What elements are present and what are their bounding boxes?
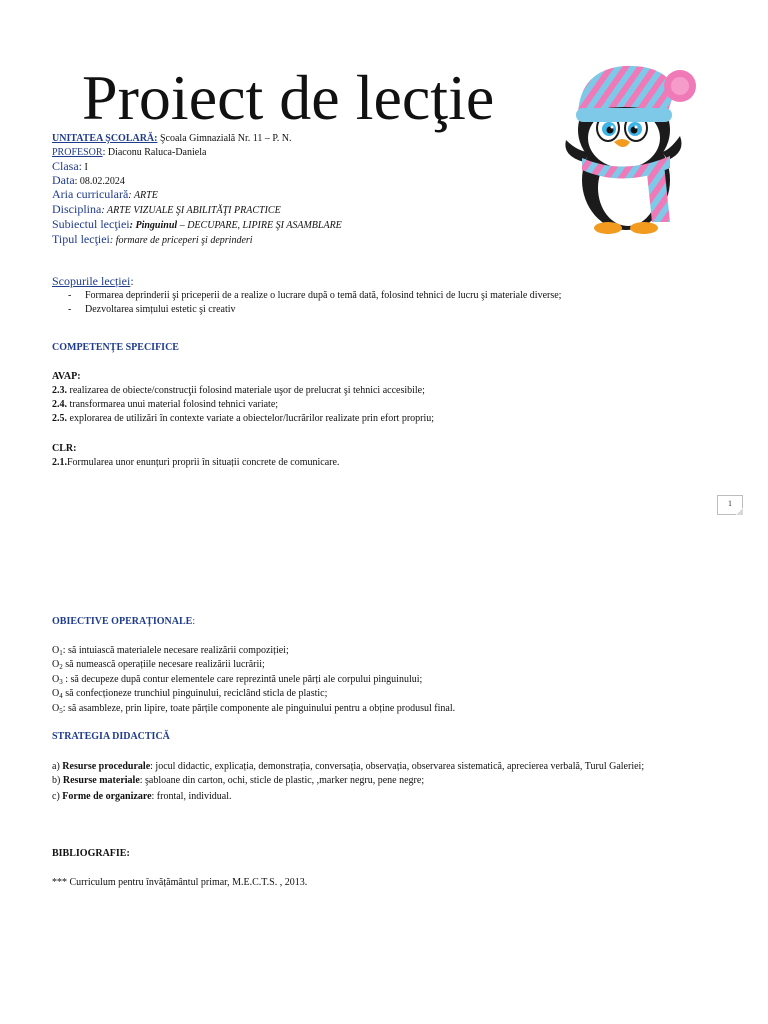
date-row bbox=[52, 173, 125, 188]
objective-sub: 3 bbox=[59, 678, 63, 686]
subject-value-rest: – DECUPARE, LIPIRE ŞI ASAMBLARE bbox=[177, 220, 342, 231]
goal-dash: - bbox=[68, 290, 72, 301]
objective-code: O bbox=[52, 688, 60, 699]
avap-label: AVAP: bbox=[52, 371, 81, 382]
goals-colon: : bbox=[130, 274, 134, 288]
objective-sub: 4 bbox=[59, 692, 63, 700]
competence-text: transformarea unui material folosind tehnici variate; bbox=[67, 399, 279, 410]
competence-text: explorarea de utilizări în contexte variate a obiectelor/lucrărilor realizate prin efort propriu; bbox=[67, 413, 435, 424]
competence-text: Formularea unor enunțuri proprii în situații concrete de comunicare. bbox=[67, 457, 340, 468]
objective-code: O bbox=[52, 659, 60, 670]
discipline-label: Disciplina bbox=[52, 202, 102, 216]
class-value: I bbox=[82, 162, 88, 173]
area-row bbox=[52, 187, 158, 202]
strategy-text: : jocul didactic, explicația, demonstrația, conversația, observația, observarea sistematică, aprecierea verbală, Turul Galeriei; bbox=[150, 761, 645, 772]
objective-item bbox=[52, 658, 265, 674]
competence-item bbox=[52, 412, 434, 425]
objective-sub: 5 bbox=[59, 707, 63, 715]
type-row bbox=[52, 232, 253, 247]
page-title: Proiect de lecţie bbox=[82, 62, 495, 133]
strategy-prefix: a) bbox=[52, 761, 63, 772]
date-label: Data bbox=[52, 173, 75, 187]
bibliography-heading: BIBLIOGRAFIE: bbox=[52, 848, 130, 859]
teacher-row bbox=[52, 146, 206, 159]
competence-number: 2.3. bbox=[52, 385, 67, 396]
objective-sub: 1 bbox=[59, 649, 63, 657]
clr-label: CLR: bbox=[52, 443, 77, 454]
strategy-text: : frontal, individual. bbox=[151, 791, 232, 802]
class-row bbox=[52, 159, 88, 174]
competence-number: 2.5. bbox=[52, 413, 67, 424]
subject-label: Subiectul lecţiei bbox=[52, 217, 130, 231]
objective-text: să confecționeze trunchiul pinguinului, reciclând sticla de plastic; bbox=[62, 688, 328, 699]
teacher-label: PROFESOR bbox=[52, 147, 103, 158]
school-label: UNITATEA ŞCOLARĂ: bbox=[52, 133, 158, 144]
bibliography-item: *** Curriculum pentru învățământul primar, M.E.C.T.S. , 2013. bbox=[52, 877, 308, 888]
strategy-label: Resurse materiale bbox=[62, 775, 140, 786]
competences-heading: COMPETENȚE SPECIFICE bbox=[52, 342, 179, 353]
strategy-item bbox=[52, 790, 232, 803]
objectives-colon: : bbox=[192, 616, 196, 627]
objective-code: O bbox=[52, 703, 60, 714]
strategy-prefix: b) bbox=[52, 775, 63, 786]
subject-row bbox=[52, 217, 342, 232]
objective-item bbox=[52, 702, 455, 718]
objective-text: : să asambleze, prin lipire, toate părțile componente ale pinguinului pentru a obține produsul final. bbox=[62, 703, 456, 714]
area-label: Aria curriculară bbox=[52, 187, 129, 201]
objectives-heading: OBIECTIVE OPERAȚIONALE bbox=[52, 616, 193, 627]
type-value: : formare de priceperi şi deprinderi bbox=[109, 235, 253, 246]
competence-item bbox=[52, 398, 278, 411]
goal-item: Dezvoltarea simțului estetic şi creativ bbox=[85, 304, 236, 315]
goals-heading-row bbox=[52, 274, 134, 288]
penguin-illustration bbox=[552, 52, 712, 236]
school-value: Şcoala Gimnazială Nr. 11 – P. N. bbox=[157, 133, 292, 144]
strategy-item bbox=[52, 774, 424, 787]
objective-text: : să intuiască materialele necesare realizării compoziției; bbox=[62, 645, 289, 656]
type-label: Tipul lecţiei bbox=[52, 232, 110, 246]
date-value: : 08.02.2024 bbox=[74, 176, 125, 187]
discipline-row bbox=[52, 202, 281, 217]
objective-text: să numească operațiile necesare realizării lucrării; bbox=[62, 659, 265, 670]
competence-item bbox=[52, 456, 339, 469]
objectives-heading-row bbox=[52, 615, 195, 628]
goal-item: Formarea deprinderii şi priceperii de a realize o lucrare după o temă dată, folosind tehnici de lucru şi materiale diverse; bbox=[85, 290, 562, 301]
teacher-value: : Diaconu Raluca-Daniela bbox=[102, 147, 207, 158]
strategy-text: : şabloane din carton, ochi, sticle de plastic, ,marker negru, pene negre; bbox=[139, 775, 425, 786]
school-row bbox=[52, 132, 292, 145]
strategy-heading: STRATEGIA DIDACTICĂ bbox=[52, 731, 170, 742]
discipline-value: : ARTE VIZUALE ŞI ABILITĂŢI PRACTICE bbox=[101, 205, 281, 216]
area-value: : ARTE bbox=[128, 190, 158, 201]
subject-value-bold: : Pinguinul bbox=[129, 220, 178, 231]
goals-heading: Scopurile lecției bbox=[52, 274, 131, 288]
strategy-prefix: c) bbox=[52, 791, 63, 802]
goal-dash: - bbox=[68, 304, 72, 315]
class-label: Clasa: bbox=[52, 159, 82, 173]
strategy-label: Forme de organizare bbox=[62, 791, 152, 802]
objective-text: : să decupeze după contur elementele care reprezintă unele părți ale corpului pinguinului; bbox=[62, 674, 423, 685]
objective-code: O bbox=[52, 674, 60, 685]
page-number: 1 bbox=[717, 495, 743, 515]
objective-item bbox=[52, 687, 327, 703]
strategy-item bbox=[52, 760, 644, 773]
competence-number: 2.1. bbox=[52, 457, 67, 468]
competence-text: realizarea de obiecte/construcţii folosind materiale uşor de prelucrat şi tehnici accesibile; bbox=[67, 385, 425, 396]
objective-code: O bbox=[52, 645, 60, 656]
competence-item bbox=[52, 384, 425, 397]
strategy-label: Resurse procedurale bbox=[62, 761, 151, 772]
competence-number: 2.4. bbox=[52, 399, 67, 410]
objective-sub: 2 bbox=[59, 663, 63, 671]
